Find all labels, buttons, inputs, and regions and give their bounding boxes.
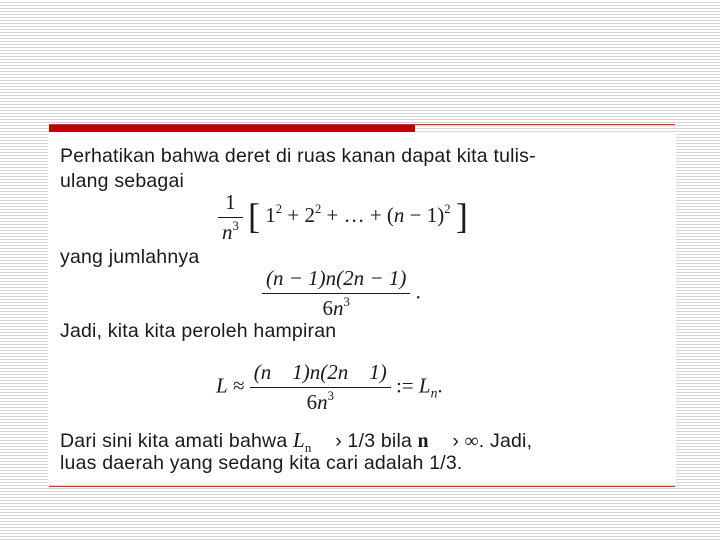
eq3-denominator: $6n^3$ (306, 389, 334, 415)
assign-symbol: := (395, 373, 414, 398)
inline-L: L (293, 428, 305, 452)
equation-3: L ≈ $\frac{(n 1)n(2n 1)}{6n^3}$ := $L_n$. (216, 360, 443, 415)
infinity-symbol: ∞ (464, 431, 479, 452)
text-line-2: ulang sebagai (60, 170, 185, 192)
eq1-numerator: 1 (225, 190, 236, 214)
equation-1 (218, 190, 468, 245)
eq1-body: $1^2 + 2^2$ + … + $(n - 1)^2$ (265, 202, 451, 228)
eq1-close-bracket: ] (455, 195, 468, 236)
bottom-divider (49, 486, 675, 487)
text-line-6: luas daerah yang sedang kita cari adalah 1/3. (60, 452, 463, 474)
arrow-glyph-2: › (452, 430, 460, 452)
text-line-5: Dari sini kita amati bahwa $L_n$ › 1/3 bila n › ∞. Jadi, (60, 428, 533, 455)
inline-n: n (417, 431, 429, 452)
accent-bar (49, 124, 415, 132)
eq1-denominator: $n^3$ (222, 219, 239, 245)
eq3-lhs: L (216, 373, 228, 398)
eq2-denominator: $6n^3$ (322, 295, 350, 321)
eq3-rhs: L (418, 373, 431, 398)
arrow-glyph: › (335, 430, 342, 452)
text-line-4: Jadi, kita kita peroleh hampiran (60, 320, 337, 342)
eq1-open-bracket: [ (248, 195, 261, 236)
eq2-numerator: (n − 1)n(2n − 1) (266, 266, 407, 290)
eq3-numerator: (n 1)n(2n 1) (253, 360, 387, 384)
eq2-period: . (415, 279, 421, 304)
text-line-3: yang jumlahnya (60, 246, 200, 268)
approx-symbol: ≈ (232, 373, 245, 398)
top-divider (49, 124, 675, 125)
eq2-fraction (262, 266, 410, 321)
eq1-fraction (218, 190, 243, 245)
eq3-fraction (250, 360, 391, 415)
text-line-1: Perhatikan bahwa deret di ruas kanan dapat kita tulis- (60, 145, 536, 167)
equation-2 (262, 266, 421, 321)
